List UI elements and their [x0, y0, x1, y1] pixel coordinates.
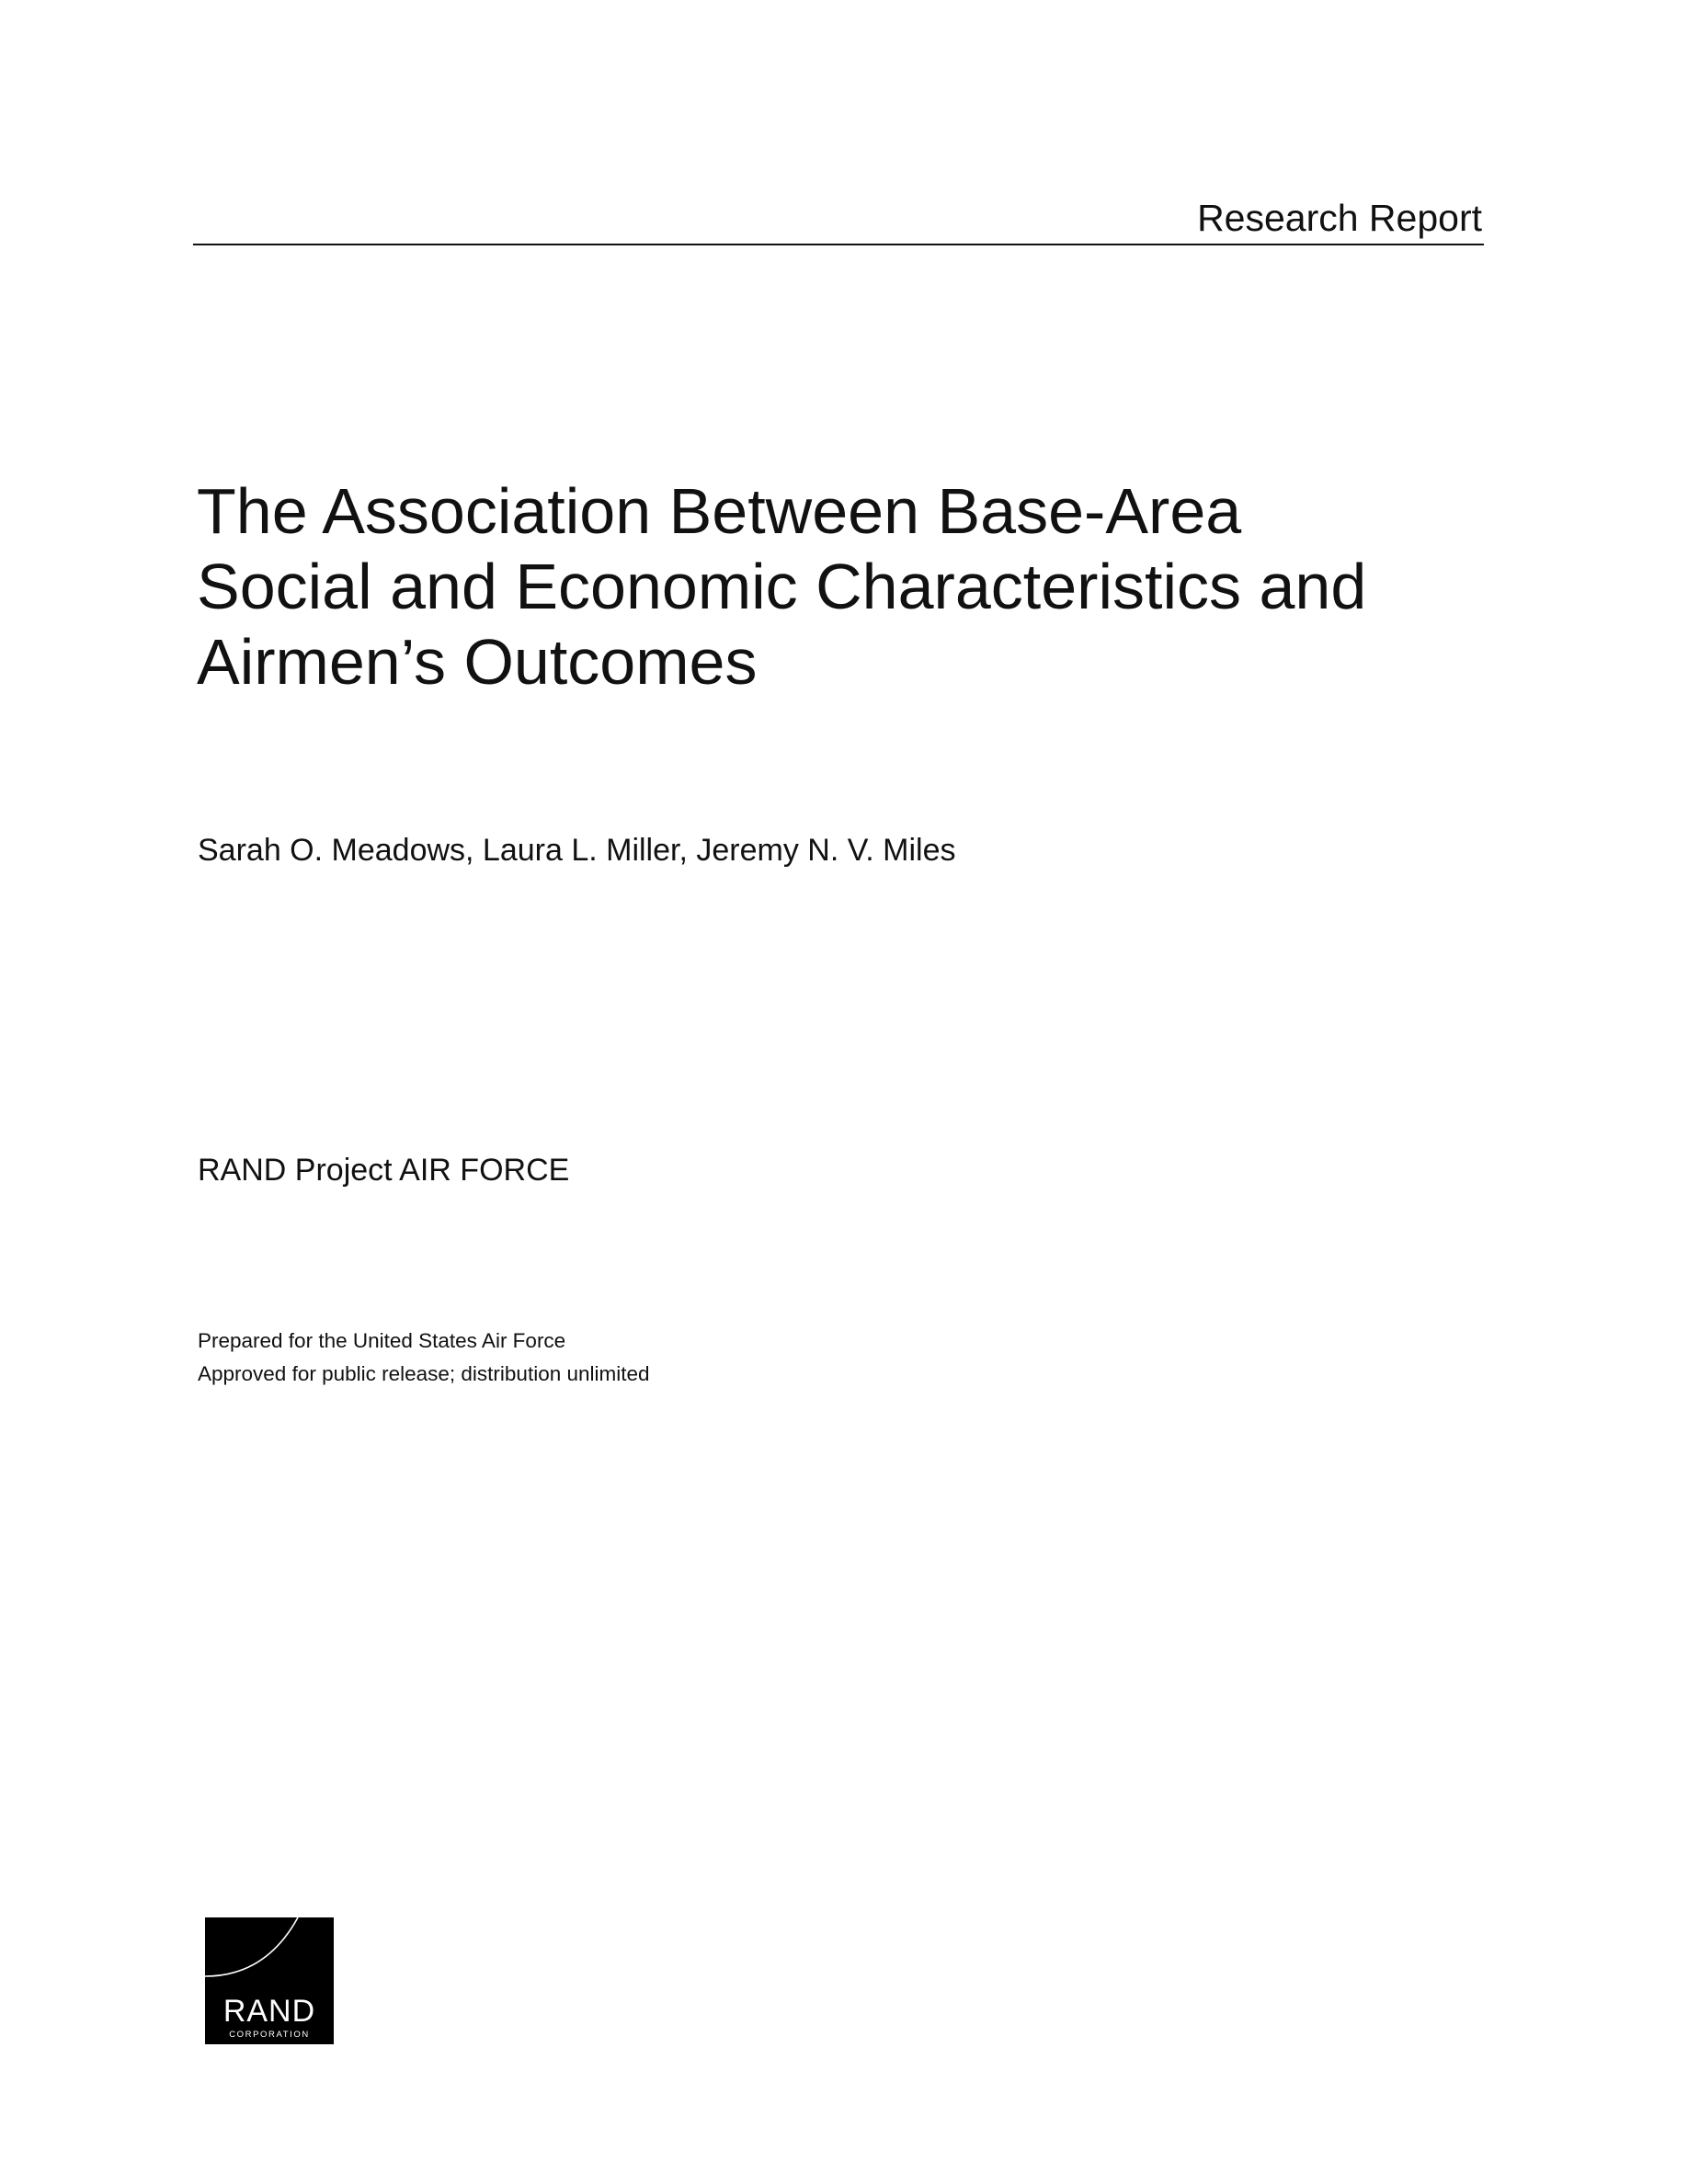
distribution-notes: [198, 1325, 650, 1391]
author-list: Sarah O. Meadows, Laura L. Miller, Jeremy N. V. Miles: [198, 833, 956, 868]
header-divider: [193, 244, 1484, 245]
title-line: Social and Economic Characteristics and: [197, 551, 1367, 622]
release-note: Approved for public release; distribution unlimited: [198, 1362, 650, 1385]
prepared-for-note: Prepared for the United States Air Force: [198, 1329, 566, 1352]
title-line: The Association Between Base-Area: [197, 475, 1242, 547]
logo-subtitle: CORPORATION: [229, 2030, 310, 2040]
logo-wordmark: RAND: [222, 1994, 316, 2029]
title-line: Airmen’s Outcomes: [197, 626, 758, 698]
document-title: [197, 473, 1530, 700]
project-name: RAND Project AIR FORCE: [198, 1153, 570, 1188]
rand-logo: [205, 1917, 334, 2044]
report-type-label: Research Report: [1197, 197, 1482, 239]
